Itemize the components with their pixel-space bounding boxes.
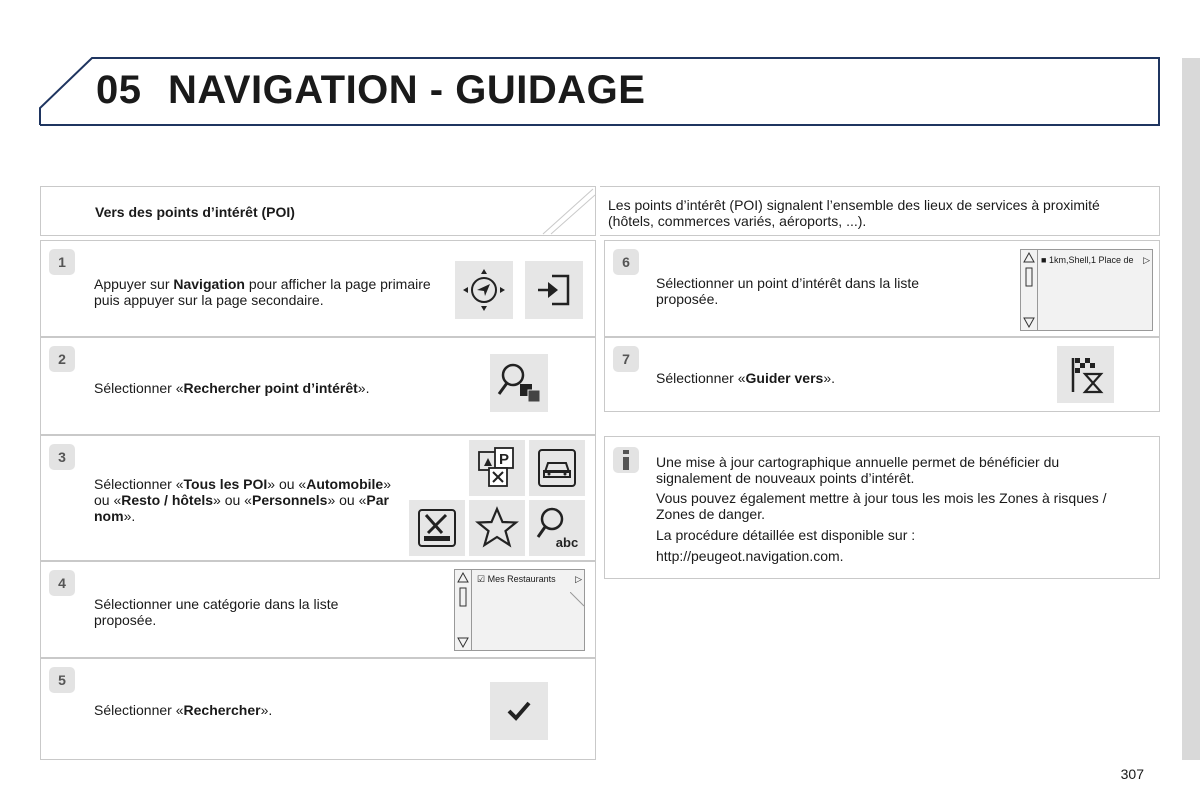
info-box <box>604 436 1160 579</box>
step-5 <box>40 658 596 760</box>
list-item[interactable]: ■ 1km,Shell,1 Place de <box>1041 255 1134 265</box>
step-1 <box>40 240 596 337</box>
intro-description-box <box>600 186 1160 236</box>
intro-description: Les points d’intérêt (POI) signalent l’ensemble des lieux de services à proximité (hôtels, commerces variés, aéroports, ...). <box>608 197 1100 229</box>
section-heading: Vers des points d’intérêt (POI) <box>95 204 295 220</box>
step-5-text: Sélectionner «Rechercher». <box>94 702 273 718</box>
step-badge: 1 <box>49 249 75 275</box>
note-icon: ☑ <box>477 574 486 584</box>
step-7 <box>604 337 1160 412</box>
step-3-text: Sélectionner «Tous les POI» ou «Automobile» ou «Resto / hôtels» ou «Personnels» ou «Par nom». <box>94 476 392 524</box>
step-badge: 7 <box>613 346 639 372</box>
list-scrollbar[interactable] <box>455 570 472 650</box>
poi-list-screen[interactable] <box>1020 249 1153 331</box>
info-icon <box>613 447 639 473</box>
chevron-right-icon: ▷ <box>1143 255 1150 265</box>
chapter-number: 05 <box>96 68 142 112</box>
page-title: NAVIGATION - GUIDAGE <box>168 68 646 112</box>
step-badge: 4 <box>49 570 75 596</box>
validate-check-icon[interactable] <box>490 682 548 740</box>
step-6-text: Sélectionner un point d’intérêt dans la liste proposée. <box>656 275 920 307</box>
info-link[interactable]: http://peugeot.navigation.com. <box>656 548 844 564</box>
all-poi-icon[interactable] <box>469 440 525 496</box>
step-7-text: Sélectionner «Guider vers». <box>656 370 836 386</box>
edge-tab <box>1182 58 1200 760</box>
list-scrollbar[interactable] <box>1021 250 1038 330</box>
list-item[interactable]: ☑ Mes Restaurants <box>477 574 556 584</box>
secondary-page-icon[interactable] <box>525 261 583 319</box>
search-poi-icon[interactable] <box>490 354 548 412</box>
category-list-screen[interactable] <box>454 569 585 651</box>
section-heading-box <box>40 186 596 236</box>
info-text-1: Une mise à jour cartographique annuelle permet de bénéficier du signalement de nouveaux points d’intérêt. <box>656 454 1060 486</box>
poi-marker-icon: ■ <box>1041 255 1047 265</box>
step-1-text: Appuyer sur Navigation pour afficher la page primaire puis appuyer sur la page secondaire. <box>94 276 431 308</box>
diagonal-decoration <box>535 187 595 235</box>
svg-text:abc: abc <box>555 535 579 550</box>
resto-hotel-icon[interactable] <box>409 500 465 556</box>
step-4-text: Sélectionner une catégorie dans la liste proposée. <box>94 596 339 628</box>
step-2 <box>40 337 596 435</box>
automobile-icon[interactable] <box>529 440 585 496</box>
svg-text:P: P <box>498 451 510 468</box>
guide-to-flag-icon[interactable] <box>1057 346 1114 403</box>
step-4 <box>40 561 596 658</box>
step-badge: 5 <box>49 667 75 693</box>
info-text-3: La procédure détaillée est disponible sur : <box>656 527 916 543</box>
navigation-compass-icon[interactable] <box>455 261 513 319</box>
favorites-star-icon[interactable] <box>469 500 525 556</box>
step-3 <box>40 435 596 561</box>
step-badge: 3 <box>49 444 75 470</box>
step-badge: 2 <box>49 346 75 372</box>
step-2-text: Sélectionner «Rechercher point d’intérêt». <box>94 380 370 396</box>
step-badge: 6 <box>613 249 639 275</box>
search-by-name-icon[interactable] <box>529 500 585 556</box>
page-number: 307 <box>1120 766 1144 782</box>
step-6 <box>604 240 1160 337</box>
chevron-right-icon: ▷ <box>575 574 582 584</box>
corner-decoration <box>570 592 584 610</box>
info-text-2: Vous pouvez également mettre à jour tous les mois les Zones à risques / Zones de danger. <box>656 490 1107 522</box>
